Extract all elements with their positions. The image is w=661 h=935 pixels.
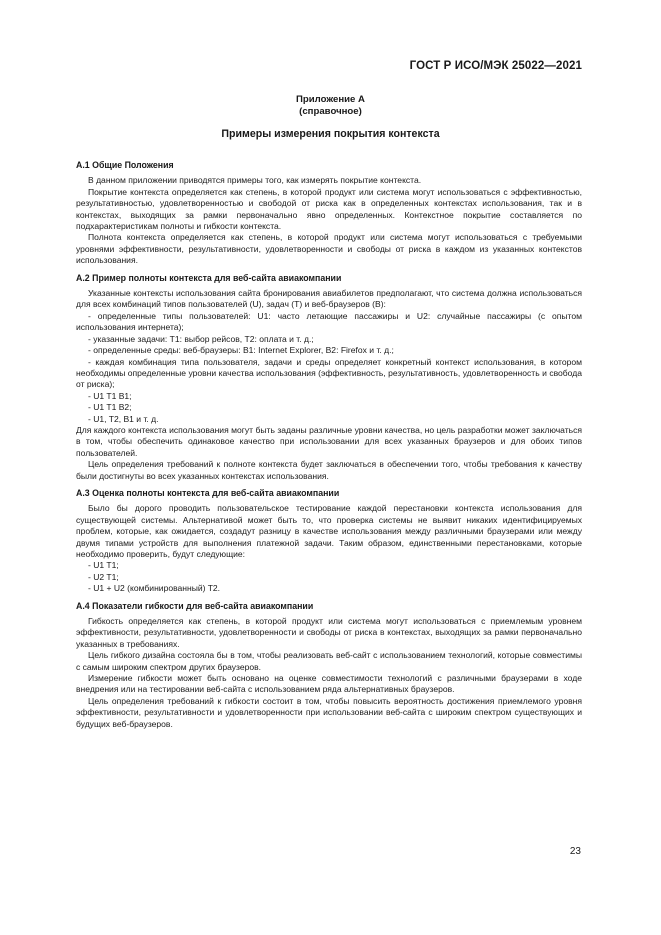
list-item: - U1 T1; [88, 560, 119, 571]
paragraph: Указанные контексты использования сайта бронирования авиабилетов предполагают, что система должна использоваться для всех комбинаций типов пользователей (U), задач (T) и веб-браузеров (B): [76, 288, 582, 310]
paragraph: Измерение гибкости может быть основано на оценке совместимости технологий с различными браузерами в ходе внедрения или на тестировании веб-сайта с использованием ряда альтернативных браузеров. [76, 673, 582, 695]
list-item: - определенные среды: веб-браузеры: B1: Internet Explorer, B2: Firefox и т. д.; [88, 345, 394, 356]
list-item: - U1 + U2 (комбинированный) T2. [88, 583, 221, 594]
paragraph: Цель определения требований к гибкости состоит в том, чтобы повысить вероятность достижения приемлемого уровня эффективности, результативности и удовлетворенности при использовании веб-сайта с широким спектром существующих и будущих веб-браузеров. [76, 695, 582, 729]
page-number: 23 [569, 846, 581, 857]
section-heading: А.1 Общие Положения [76, 160, 174, 170]
paragraph: Цель гибкого дизайна состояла бы в том, чтобы реализовать веб-сайт с использованием технологий, которые совместимы с самым широким спектром других браузеров. [76, 650, 582, 672]
section-heading: А.4 Показатели гибкости для веб-сайта авиакомпании [76, 600, 314, 611]
list-item: - каждая комбинация типа пользователя, задачи и среды определяет конкретный контекст использования, в котором необходимы определенные уровни качества использования (эффективность, результативность, удовлетворенность и свобода от риска); [76, 356, 582, 390]
list-item: - указанные задачи: T1: выбор рейсов, T2: оплата и т. д.; [88, 333, 314, 344]
standard-code-header: ГОСТ Р ИСО/МЭК 25022—2021 [409, 60, 582, 72]
list-item: - U1, T2, B1 и т. д. [88, 413, 159, 424]
paragraph: Покрытие контекста определяется как степень, в которой продукт или система могут использоваться с эффективностью, результативностью, удовлетворенностью и свободой от риска как в определенных контекстах использования, так и в контекстах, выходящих за рамки первоначально явно определенных. Контекстное покрытие составляется по подхарактеристикам полноты и гибкости контекста. [76, 186, 582, 232]
paragraph: В данном приложении приводятся примеры того, как измерять покрытие контекста. [88, 175, 422, 186]
section-a2 [76, 273, 582, 482]
section-heading: А.2 Пример полноты контекста для веб-сайта авиакомпании [76, 272, 342, 283]
document-title: Примеры измерения покрытия контекста [221, 128, 440, 140]
appendix-label: Приложение А [296, 94, 365, 105]
document-body [76, 160, 582, 736]
appendix-heading [0, 94, 661, 118]
paragraph: Для каждого контекста использования могут быть заданы различные уровни качества, но цель разработки может заключаться в том, чтобы обеспечить одинаковое качество при использовании для всех указанных браузеров и для обоих типов пользователей. [76, 424, 582, 458]
paragraph: Гибкость определяется как степень, в которой продукт или система могут использоваться с приемлемым уровнем эффективности, результативности, удовлетворенности и свободы от риска в контекстах, выходящих за рамки первоначально указанных в требованиях. [76, 616, 582, 649]
section-a4 [76, 601, 582, 730]
list-item: - U2 T1; [88, 571, 119, 582]
section-a3 [76, 488, 582, 595]
list-item: - U1 T1 B1; [88, 390, 132, 401]
appendix-type: (справочное) [299, 106, 362, 117]
list-item: - U1 T1 B2; [88, 402, 132, 413]
section-heading: А.3 Оценка полноты контекста для веб-сайта авиакомпании [76, 487, 340, 498]
paragraph: Полнота контекста определяется как степень, в которой продукт или система могут использоваться с требуемыми уровнями эффективности, результативности, удовлетворенности и свободы от риска в каждом из указанных контекстов использования. [76, 232, 582, 266]
paragraph: Цель определения требований к полноте контекста будет заключаться в обеспечении того, чтобы требования к качеству были достигнуты во всех указанных контекстах использования. [76, 459, 582, 481]
section-a1 [76, 160, 582, 267]
list-item: - определенные типы пользователей: U1: часто летающие пассажиры и U2: случайные пассажиры (с опытом использования интернета); [76, 310, 582, 333]
paragraph: Было бы дорого проводить пользовательское тестирование каждой перестановки контекста использования для существующей системы. Альтернативой может быть то, что проверка системы не выявит никаких идентифицируемых проблем, которые, как ожидается, создадут разницу в качестве использования между различными браузерами или между двумя типами устройств для выполнения платежной задачи. Таким образом, единственными перестановками, которые необходимо проверить, будут следующие: [76, 503, 582, 559]
